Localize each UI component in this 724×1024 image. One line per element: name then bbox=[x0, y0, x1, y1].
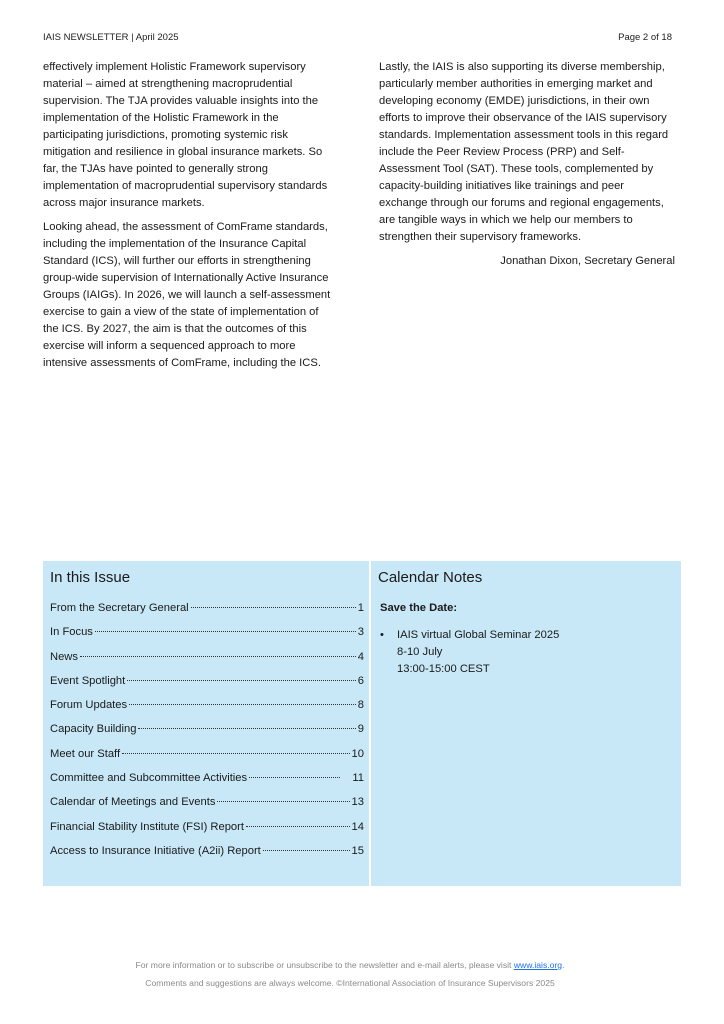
table-of-contents bbox=[50, 602, 364, 869]
toc-item[interactable] bbox=[50, 675, 364, 699]
toc-page: 8 bbox=[357, 699, 364, 712]
toc-item[interactable] bbox=[50, 699, 364, 723]
toc-label: Forum Updates bbox=[50, 699, 128, 712]
toc-leader bbox=[217, 801, 349, 802]
toc-page: 14 bbox=[351, 820, 364, 833]
in-this-issue-panel bbox=[43, 561, 369, 886]
toc-item[interactable] bbox=[50, 626, 364, 650]
footer-line-1 bbox=[0, 956, 700, 974]
footer-text-end: . bbox=[562, 960, 565, 970]
right-column bbox=[379, 59, 675, 277]
signature: Jonathan Dixon, Secretary General bbox=[500, 255, 675, 267]
toc-leader bbox=[95, 631, 356, 632]
toc-label: News bbox=[50, 650, 78, 663]
toc-label: Capacity Building bbox=[50, 723, 137, 736]
page-footer bbox=[0, 956, 700, 992]
page-header bbox=[43, 32, 672, 43]
toc-page: 3 bbox=[357, 626, 364, 639]
toc-item[interactable] bbox=[50, 845, 364, 869]
toc-page: 13 bbox=[351, 796, 364, 809]
iais-website-link[interactable]: www.iais.org bbox=[513, 960, 563, 970]
toc-leader bbox=[191, 607, 356, 608]
toc-page: 1 bbox=[357, 602, 364, 614]
toc-label: Calendar of Meetings and Events bbox=[50, 796, 216, 809]
toc-label: Event Spotlight bbox=[50, 674, 126, 687]
newsletter-title: IAIS NEWSLETTER | April 2025 bbox=[43, 32, 179, 43]
save-the-date-label: Save the Date: bbox=[380, 602, 458, 614]
toc-leader bbox=[127, 680, 356, 681]
toc-item[interactable] bbox=[50, 748, 364, 772]
paragraph: Looking ahead, the assessment of ComFrame standards, including the implementation of the Insurance Capital Standard (ICS), will further our efforts in strengthening group-wide supervision of Internationally Active Insurance Groups (IAIGs). In 2026, we will launch a self-assessment exercise to gain a view of the state of implementation of the ICS. By 2027, the aim is that the outcomes of this exercise will inform a sequenced approach to more intensive assessments of ComFrame, including the ICS. bbox=[43, 221, 331, 369]
paragraph: effectively implement Holistic Framework supervisory material – aimed at strengthening macroprudential supervision. The TJA provides valuable insights into the implementation of the Holistic Framework in the participating jurisdictions, promoting systemic risk mitigation and resilience in global insurance markets. So far, the TJAs have pointed to generally strong implementation of macroprudential supervisory standards across major insurance markets. bbox=[43, 61, 328, 209]
toc-label: Meet our Staff bbox=[50, 747, 121, 760]
calendar-notes-title: Calendar Notes bbox=[378, 569, 483, 586]
calendar-notes-panel bbox=[371, 561, 681, 886]
toc-leader bbox=[138, 728, 355, 729]
toc-leader bbox=[122, 753, 349, 754]
toc-leader bbox=[246, 826, 350, 827]
toc-page: 4 bbox=[357, 650, 364, 663]
toc-page: 6 bbox=[357, 674, 364, 687]
paragraph: Lastly, the IAIS is also supporting its diverse membership, particularly member authorities in emerging market and developing economy (EMDE) jurisdictions, in their own efforts to improve their observance of the IAIS supervisory standards. Implementation assessment tools in this regard include the Peer Review Process (PRP) and Self-Assessment Tool (SAT). These tools, complemented by capacity-building initiatives like trainings and peer exchange through our forums and regional engagements, are tangible ways in which we help our members to strengthen their supervisory frameworks. bbox=[379, 61, 669, 243]
toc-item[interactable] bbox=[50, 772, 364, 796]
event-details bbox=[397, 627, 559, 678]
toc-page: 10 bbox=[351, 747, 364, 760]
footer-line-2: Comments and suggestions are always welcome. ©International Association of Insurance Supervisors 2025 bbox=[145, 978, 555, 988]
toc-leader bbox=[129, 704, 356, 705]
in-this-issue-title: In this Issue bbox=[50, 569, 131, 586]
toc-leader bbox=[263, 850, 350, 851]
toc-item[interactable] bbox=[50, 602, 364, 626]
toc-label: Financial Stability Institute (FSI) Report bbox=[50, 820, 244, 833]
toc-item[interactable] bbox=[50, 821, 364, 845]
toc-leader bbox=[249, 777, 340, 778]
toc-label: Committee and Subcommittee Activities bbox=[50, 772, 248, 785]
toc-leader bbox=[80, 656, 356, 657]
toc-item[interactable] bbox=[50, 651, 364, 675]
event-name: IAIS virtual Global Seminar 2025 bbox=[397, 629, 560, 641]
page-number: Page 2 of 18 bbox=[618, 32, 672, 43]
toc-label: Access to Insurance Initiative (A2ii) Report bbox=[50, 844, 261, 857]
toc-item[interactable] bbox=[50, 796, 364, 820]
toc-label: From the Secretary General bbox=[50, 602, 189, 614]
toc-page: 9 bbox=[357, 723, 364, 736]
toc-page: 15 bbox=[351, 844, 364, 857]
footer-text: For more information or to subscribe or unsubscribe to the newsletter and e-mail alerts, please visit bbox=[135, 960, 514, 970]
left-column bbox=[43, 59, 335, 379]
event-time: 13:00-15:00 CEST bbox=[397, 663, 490, 675]
toc-page: 11 bbox=[352, 772, 364, 785]
bullet-icon: • bbox=[380, 629, 384, 641]
calendar-event bbox=[380, 627, 559, 678]
event-dates: 8-10 July bbox=[397, 646, 443, 658]
toc-label: In Focus bbox=[50, 626, 93, 639]
toc-item[interactable] bbox=[50, 723, 364, 747]
